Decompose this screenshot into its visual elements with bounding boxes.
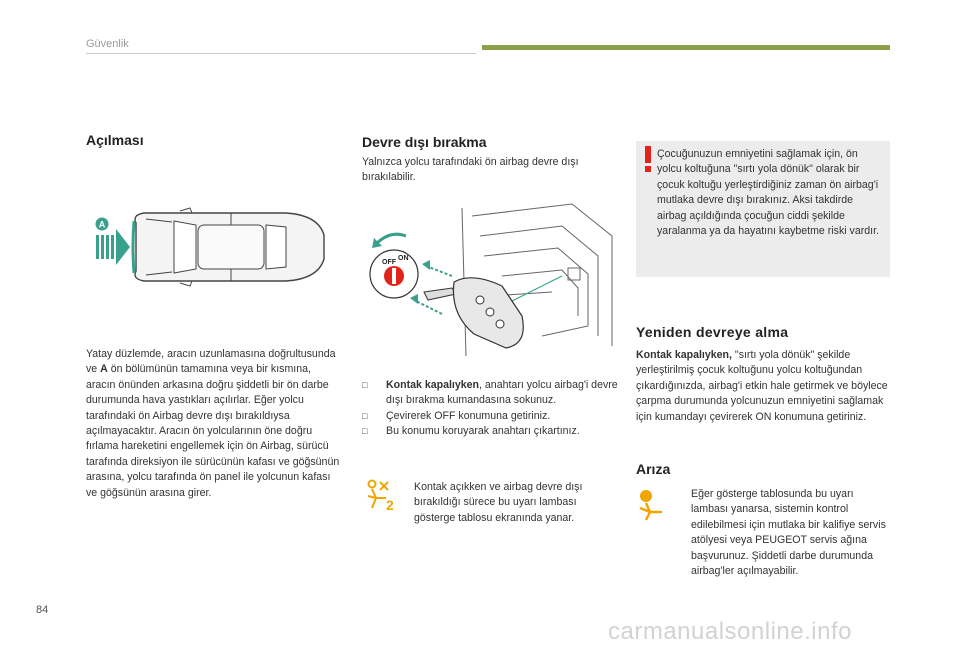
warning-exclamation-icon bbox=[643, 146, 653, 172]
reactivation-title: Yeniden devreye alma bbox=[636, 324, 789, 340]
svg-text:2: 2 bbox=[386, 497, 394, 512]
section-label: Güvenlik bbox=[86, 38, 129, 50]
airbag-off-warning-lamp-icon bbox=[362, 478, 396, 512]
page-number: 84 bbox=[36, 604, 49, 616]
checkbox-bullet-icon: □ bbox=[362, 426, 368, 437]
opening-description: Yatay düzlemde, aracın uzunlamasına doğrultusunda ve A ön bölümünün tamamına veya bir kısmına, aracın önünden arkasına doğru şiddetli bir ön darbe durumunda hava yastıkları açılırlar. Eğer yolcu tarafındaki ön Airbag devre dışı bırakıldıysa açılmayacaktır. Aracın ön yolcularının öne doğru fırlama hareketini engellemek için ön Airbag, sürücü tarafında direksiyon ile sürücünün kafası ve göğsünün arasına, yolcu tarafında ön panel ile yolcunun kafası ve göğsünün arasına girer. bbox=[86, 348, 340, 499]
deactivation-title: Devre dışı bırakma bbox=[362, 134, 487, 150]
watermark: carmanualsonline.info bbox=[608, 618, 852, 645]
checkbox-bullet-icon: □ bbox=[362, 380, 368, 390]
deactivation-steps bbox=[362, 378, 622, 440]
fault-description: Eğer gösterge tablosunda bu uyarı lambası yanarsa, sistemin kontrol edilebilmesi için mutlaka bir kalifiye servis atölyesi veya PEUGEOT servis ağına başvurunuz. Şiddetli darbe durumunda airbag'ler açılmayabilir. bbox=[691, 488, 886, 578]
svg-text:OFF: OFF bbox=[382, 259, 396, 266]
header-divider bbox=[86, 53, 476, 54]
zone-a-label bbox=[96, 218, 109, 231]
reactivation-description: Kontak kapalıyken, "sırtı yola dönük" şekilde yerleştirilmiş çocuk koltuğunu yolcu koltuğundan çıkardığınızda, airbag'i etkin hale getirmek ve böylece çarpma durumunda yolcunuzun emniyetini sağlamak için kumandayı çevirerek ON konumuna getiriniz. bbox=[636, 349, 888, 423]
svg-text:ON: ON bbox=[398, 255, 409, 262]
opening-title: Açılması bbox=[86, 132, 144, 148]
checkbox-bullet-icon: □ bbox=[362, 410, 368, 421]
step-item: □ Bu konumu koruyarak anahtarı çıkartınız. bbox=[362, 424, 622, 439]
step-item: □ Kontak kapalıyken, anahtarı yolcu airbag'i devre dışı bırakma kumandasına sokunuz. bbox=[362, 379, 618, 407]
step-item: □ Çevirerek OFF konumuna getiriniz. bbox=[362, 409, 622, 424]
header-accent-bar bbox=[482, 45, 890, 50]
car-top-view-illustration bbox=[86, 205, 336, 287]
impact-zone-arrows bbox=[96, 229, 130, 265]
fault-title: Arıza bbox=[636, 461, 671, 477]
airbag-fault-warning-lamp-icon bbox=[636, 488, 670, 522]
deactivation-intro: Yalnızca yolcu tarafındaki ön airbag devre dışı bırakılabilir. bbox=[362, 156, 579, 184]
svg-text:A: A bbox=[98, 219, 106, 230]
warning-lamp-description: Kontak açıkken ve airbag devre dışı bırakıldığı sürece bu uyarı lambası gösterge tablosu ekranında yanar. bbox=[414, 481, 583, 524]
child-seat-warning-text: Çocuğunuzun emniyetini sağlamak için, ön yolcu koltuğuna "sırtı yola dönük" olarak bir çocuk koltuğu yerleştirdiğiniz zaman ön airbag'i mutlaka devre dışı bırakınız. Aksi takdirde airbag açıldığında çocuğun ciddi şekilde yaralanma ya da hayatını kaybetme riski vardır. bbox=[657, 148, 879, 238]
key-switch-illustration bbox=[362, 196, 616, 368]
